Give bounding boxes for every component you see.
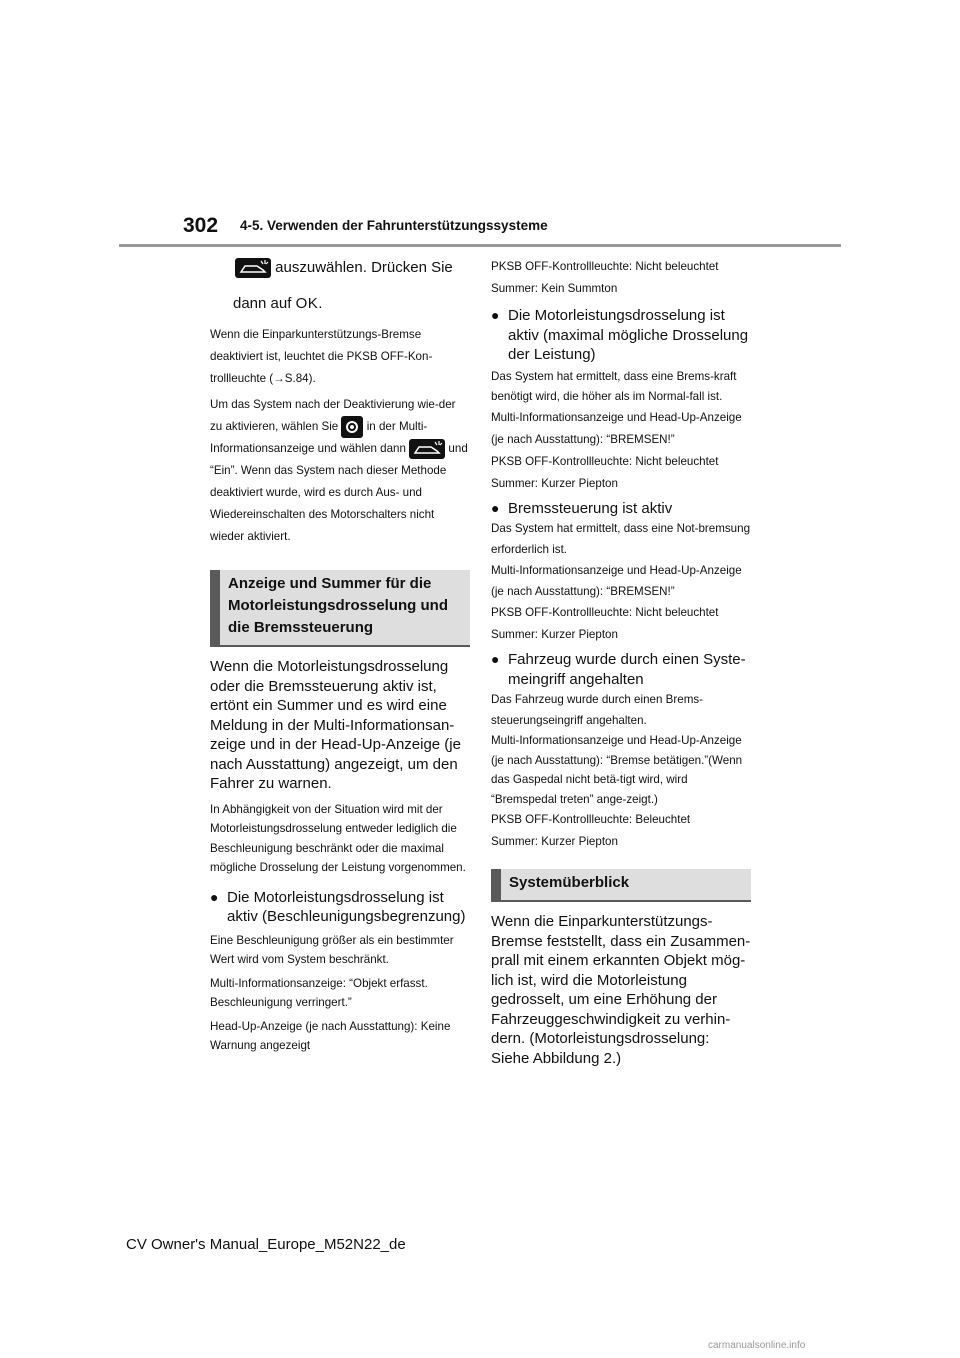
right-column bbox=[491, 256, 751, 1068]
reactivation-text-b: in der Multi-Informationsanzeige und wählen dann bbox=[210, 420, 428, 456]
reactivation-note bbox=[210, 394, 470, 548]
car-sensor-icon bbox=[409, 439, 445, 459]
gear-icon bbox=[341, 416, 363, 438]
bullet1-detail-1: Eine Beschleunigung größer als ein bestimmter Wert wird vom System beschränkt. bbox=[210, 933, 454, 967]
bullet3-detail-4: Summer: Kurzer Piepton bbox=[491, 628, 618, 641]
car-sensor-icon bbox=[235, 258, 271, 278]
bullet-text: Fahrzeug wurde durch einen Syste-meingriff angehalten bbox=[508, 651, 746, 688]
section-heading-display-buzzer: Anzeige und Summer für die Motorleistungsdrosselung und die Bremssteuerung bbox=[210, 570, 470, 647]
bullet2-detail-4: Summer: Kurzer Piepton bbox=[491, 476, 618, 490]
bullet2-detail-1: Das System hat ermittelt, dass eine Brems-kraft benötigt wird, die höher als im Normal-fall ist. bbox=[491, 369, 737, 403]
bullet-text: Die Motorleistungsdrosselung ist aktiv (Beschleunigungsbegrenzung) bbox=[227, 888, 466, 926]
left-column bbox=[210, 256, 470, 1056]
instruction-period: . bbox=[318, 295, 323, 312]
bullet-system-stop bbox=[491, 650, 751, 689]
ok-button-icon: OK bbox=[295, 295, 319, 312]
bullet-text: Bremssteuerung ist aktiv bbox=[508, 499, 673, 517]
bullet-acceleration-limit bbox=[210, 888, 470, 927]
bullet-brake-control bbox=[491, 499, 751, 519]
bullet1-detail-3: Head-Up-Anzeige (je nach Ausstattung): Keine Warnung angezeigt bbox=[210, 1019, 451, 1053]
section-title: 4-5. Verwenden der Fahrunterstützungssysteme bbox=[240, 218, 548, 233]
watermark: carmanualsonline.info bbox=[708, 1340, 806, 1351]
reactivation-text-a: Um das System nach der Deaktivierung wie-der zu aktivieren, wählen Sie bbox=[210, 398, 456, 434]
header-divider bbox=[119, 244, 841, 247]
instruction-line-2 bbox=[233, 294, 470, 314]
bullet-icon: ● bbox=[491, 307, 500, 323]
page-number: 302 bbox=[183, 214, 219, 237]
bullet3-detail-1: Das System hat ermittelt, dass eine Not-bremsung erforderlich ist. bbox=[491, 522, 751, 556]
bullet-max-throttle bbox=[491, 306, 751, 365]
bullet3-detail-2: Multi-Informationsanzeige und Head-Up-Anzeige (je nach Ausstattung): “BREMSEN!” bbox=[491, 564, 742, 598]
bullet3-detail-3: PKSB OFF-Kontrollleuchte: Nicht beleuchtet bbox=[491, 606, 719, 619]
intro-paragraph: Wenn die Motorleistungsdrosselung oder die Bremssteuerung aktiv ist, ertönt ein Summer und es wird eine Meldung in der Multi-Informationsan-zeige und in der Head-Up-Anzeige (je nach Ausstattung) angezeigt, um den Fahrer zu warnen. bbox=[210, 658, 461, 793]
right-detail-2: Summer: Kein Summton bbox=[491, 282, 618, 295]
overview-paragraph: Wenn die Einparkunterstützungs-Bremse feststellt, dass ein Zusammen-prall mit einem erkannten Objekt mög-lich ist, wird die Motorleistung gedrosselt, um eine Erhöhung der Fahrzeuggeschwindigkeit zu verhin-dern. (Motorleistungsdrosselung: Siehe Abbildung 2.) bbox=[491, 913, 751, 1067]
instruction-text-2: dann auf bbox=[233, 295, 292, 312]
note-pksb-off: Wenn die Einparkunterstützungs-Bremse deaktiviert ist, leuchtet die PKSB OFF-Kon-trollleuchte (→S.84). bbox=[210, 328, 433, 385]
bullet-icon: ● bbox=[491, 499, 500, 516]
instruction-line-1 bbox=[235, 256, 470, 280]
document-id: CV Owner's Manual_Europe_M52N22_de bbox=[126, 1236, 406, 1253]
bullet-icon: ● bbox=[210, 888, 219, 905]
bullet4-detail-2: Multi-Informationsanzeige und Head-Up-Anzeige (je nach Ausstattung): “Bremse betätigen.”(Wenn das Gaspedal nicht betä-tigt wird, wird “Bremspedal treten” ange-zeigt.) bbox=[491, 734, 743, 806]
right-detail-1: PKSB OFF-Kontrollleuchte: Nicht beleuchtet bbox=[491, 260, 719, 273]
situation-note: In Abhängigkeit von der Situation wird mit der Motorleistungsdrosselung entweder lediglich die Beschleunigung beschränkt oder die maximal mögliche Drosselung der Leistung vorgenommen. bbox=[210, 802, 466, 875]
reactivation-text-c: und “Ein”. Wenn das System nach dieser Methode deaktiviert wurde, wird es durch Aus- und Wiedereinschalten des Motorschalters nicht wieder aktiviert. bbox=[210, 442, 468, 544]
bullet-icon: ● bbox=[491, 651, 500, 667]
bullet4-detail-3: PKSB OFF-Kontrollleuchte: Beleuchtet bbox=[491, 813, 691, 826]
instruction-text-1: auszuwählen. Drücken Sie bbox=[275, 259, 453, 276]
bullet-text: Die Motorleistungsdrosselung ist aktiv (maximal mögliche Drosselung der Leistung) bbox=[508, 307, 749, 363]
bullet4-detail-4: Summer: Kurzer Piepton bbox=[491, 835, 618, 848]
section-heading-system-overview: Systemüberblick bbox=[491, 869, 751, 902]
bullet2-detail-2: Multi-Informationsanzeige und Head-Up-Anzeige (je nach Ausstattung): “BREMSEN!” bbox=[491, 410, 742, 446]
bullet4-detail-1: Das Fahrzeug wurde durch einen Brems-steuerungseingriff angehalten. bbox=[491, 693, 704, 727]
bullet1-detail-2: Multi-Informationsanzeige: “Objekt erfasst. Beschleunigung verringert.” bbox=[210, 976, 428, 1010]
bullet2-detail-3: PKSB OFF-Kontrollleuchte: Nicht beleuchtet bbox=[491, 454, 719, 468]
